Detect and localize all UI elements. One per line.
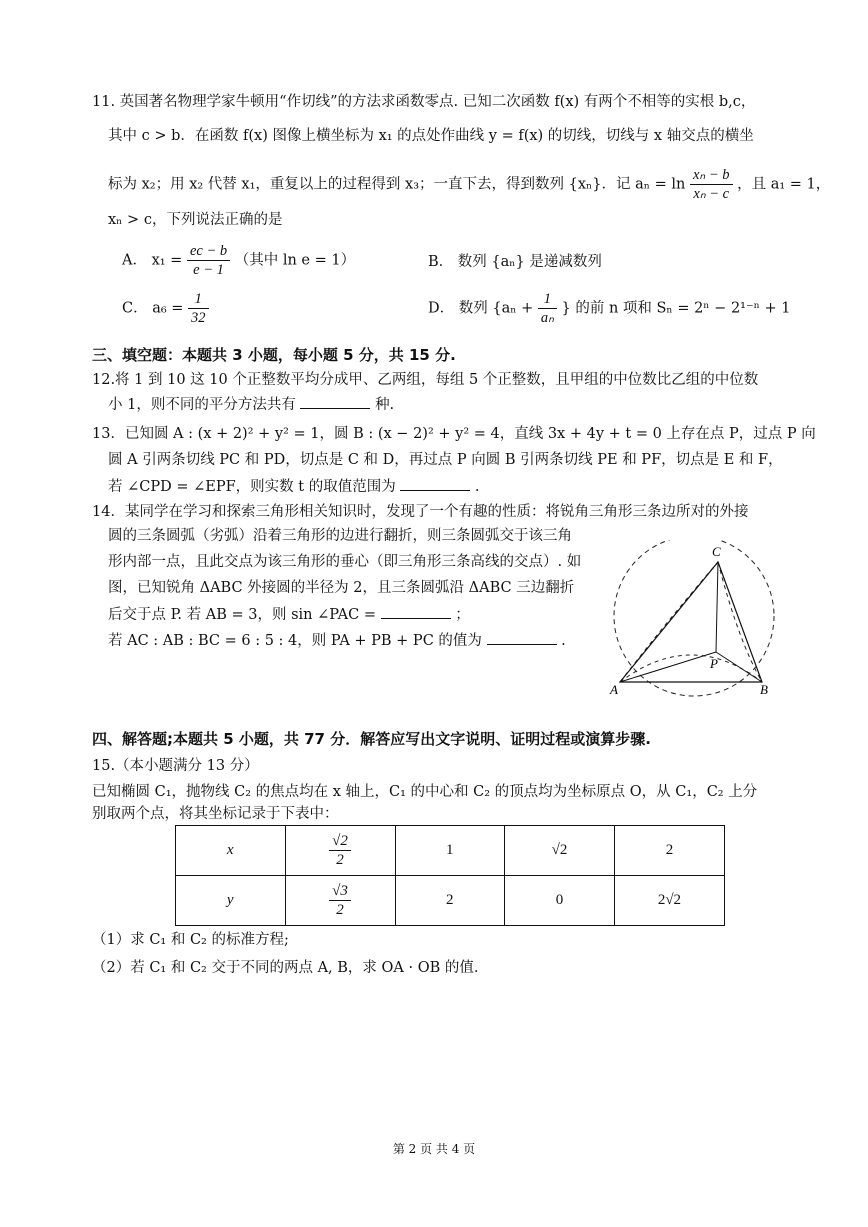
q11-option-a-note: （其中 ln e = 1） bbox=[234, 252, 356, 269]
q11-line4: xₙ > c，下列说法正确的是 bbox=[108, 212, 283, 228]
q14-answer-blank-2[interactable] bbox=[487, 630, 557, 645]
q14-line3: 形内部一点，且此交点为该三角形的垂心（即三角形三条高线的交点）. 如 bbox=[108, 554, 582, 570]
q12-line2-tail: 种. bbox=[375, 397, 395, 413]
q14-line2: 圆的三条圆弧（劣弧）沿着三角形的边进行翻折，则三条圆弧交于该三角 bbox=[108, 528, 572, 544]
q15-part1: （1）求 C₁ 和 C₂ 的标准方程; bbox=[92, 932, 289, 948]
segment-pc bbox=[716, 562, 718, 652]
table-cell: x bbox=[176, 826, 286, 876]
q14-line5 bbox=[108, 604, 470, 625]
q11-fraction bbox=[690, 166, 733, 203]
cell-frac-den: 2 bbox=[336, 902, 344, 918]
q12-line2-text: 小 1，则不同的平分方法共有 bbox=[108, 397, 296, 413]
triangle-abc bbox=[620, 562, 762, 682]
cell-fraction bbox=[329, 832, 351, 869]
q14-answer-blank-1[interactable] bbox=[381, 604, 451, 619]
q11-option-a-num: ec − b bbox=[187, 242, 230, 261]
q11-option-c-label: C． a₆ = bbox=[122, 300, 184, 317]
q11-option-c bbox=[122, 290, 209, 327]
q15-line2: 别取两个点，将其坐标记录于下表中： bbox=[92, 806, 339, 822]
q11-line3-text: 标为 x₂；用 x₂ 代替 x₁，重复以上的过程得到 x₃；一直下去，得到数列 {xₙ}．记 aₙ = ln bbox=[108, 176, 686, 193]
q14-line6 bbox=[108, 630, 566, 651]
q11-option-d-num: 1 bbox=[538, 290, 557, 309]
table-cell bbox=[285, 826, 395, 876]
q14-line5-text: 后交于点 P. 若 AB = 3，则 sin ∠PAC = bbox=[108, 607, 377, 623]
q12-line2 bbox=[108, 394, 394, 415]
q15-title: 15.（本小题满分 13 分） bbox=[92, 758, 259, 774]
q11-line1: 11. 英国著名物理学家牛顿用“作切线”的方法求函数零点. 已知二次函数 f(x) 有两个不相等的实根 b,c， bbox=[92, 94, 756, 110]
table-cell: y bbox=[176, 876, 286, 926]
q11-option-d-frac bbox=[538, 290, 557, 327]
label-p: P bbox=[710, 656, 718, 671]
cell-frac-num: √2 bbox=[329, 832, 351, 851]
table-cell: 1 bbox=[395, 826, 505, 876]
table-row-y bbox=[176, 876, 725, 926]
circumcircle bbox=[614, 540, 774, 696]
q11-option-d-tail: } 的前 n 项和 Sₙ = 2ⁿ − 2¹⁻ⁿ + 1 bbox=[561, 300, 791, 317]
table-cell: 0 bbox=[505, 876, 615, 926]
q14-line4: 图，已知锐角 ΔABC 外接圆的半径为 2，且三条圆弧沿 ΔABC 三边翻折 bbox=[108, 580, 575, 596]
q15-part2: （2）若 C₁ 和 C₂ 交于不同的两点 A, B，求 OA · OB 的值. bbox=[92, 960, 479, 976]
q14-line6-text: 若 AC : AB : BC = 6 : 5 : 4，则 PA + PB + PC 的值为 bbox=[108, 633, 482, 649]
table-cell: 2 bbox=[614, 826, 724, 876]
table-cell: √2 bbox=[505, 826, 615, 876]
q13-line2: 圆 A 引两条切线 PC 和 PD，切点是 C 和 D，再过点 P 向圆 B 引两条切线 PE 和 PF，切点是 E 和 F， bbox=[108, 452, 783, 468]
cell-frac-den: 2 bbox=[336, 852, 344, 868]
table-cell: 2 bbox=[395, 876, 505, 926]
q11-option-b: B． 数列 {aₙ} 是递减数列 bbox=[428, 254, 602, 270]
q11-line3-tail: ，且 a₁ = 1， bbox=[737, 176, 831, 193]
q13-answer-blank[interactable] bbox=[400, 476, 470, 491]
q14-line1: 14．某同学在学习和探索三角形相关知识时，发现了一个有趣的性质：将锐角三角形三条边所对的外接 bbox=[92, 504, 749, 520]
q11-option-d bbox=[428, 290, 791, 327]
cell-frac-num: √3 bbox=[329, 882, 351, 901]
q14-line5-tail: ； bbox=[455, 607, 470, 623]
q11-frac-den: xₙ − c bbox=[693, 186, 730, 202]
q12-answer-blank[interactable] bbox=[300, 394, 370, 409]
q11-line3 bbox=[108, 166, 830, 203]
section-answer-heading: 四、解答题;本题共 5 小题，共 77 分．解答应写出文字说明、证明过程或演算步骤. bbox=[92, 730, 651, 748]
section-fill-in-heading: 三、填空题：本题共 3 小题，每小题 5 分，共 15 分. bbox=[92, 346, 456, 364]
q14-line6-tail: . bbox=[561, 633, 566, 649]
label-b: B bbox=[760, 682, 768, 697]
q13-line3-text: 若 ∠CPD = ∠EPF，则实数 t 的取值范围为 bbox=[108, 479, 396, 495]
label-a: A bbox=[610, 682, 618, 697]
q11-option-a-frac bbox=[187, 242, 230, 279]
q11-option-a-den: e − 1 bbox=[193, 262, 224, 278]
q11-option-d-den: aₙ bbox=[540, 310, 554, 326]
q15-line1: 已知椭圆 C₁，抛物线 C₂ 的焦点均在 x 轴上，C₁ 的中心和 C₂ 的顶点均为坐标原点 O，从 C₁，C₂ 上分 bbox=[92, 784, 758, 800]
q13-line3 bbox=[108, 476, 480, 497]
label-c: C bbox=[712, 544, 721, 559]
q11-option-c-frac bbox=[188, 290, 209, 327]
table-cell: 2√2 bbox=[614, 876, 724, 926]
q11-line2: 其中 c > b．在函数 f(x) 图像上横坐标为 x₁ 的点处作曲线 y = f(x) 的切线，切线与 x 轴交点的横坐 bbox=[108, 128, 754, 144]
cell-fraction bbox=[329, 882, 351, 919]
triangle-circumcircle-figure bbox=[608, 540, 788, 700]
q11-option-a-label: A． x₁ = bbox=[122, 252, 183, 269]
q11-option-c-num: 1 bbox=[188, 290, 209, 309]
q12-line1: 12.将 1 到 10 这 10 个正整数平均分成甲、乙两组，每组 5 个正整数，且甲组的中位数比乙组的中位数 bbox=[92, 372, 759, 388]
q11-option-c-den: 32 bbox=[191, 310, 206, 326]
table-row-x bbox=[176, 826, 725, 876]
q11-frac-num: xₙ − b bbox=[690, 166, 733, 185]
coordinates-table bbox=[175, 825, 725, 926]
table-cell bbox=[285, 876, 395, 926]
q11-option-d-label: D． 数列 {aₙ + bbox=[428, 300, 534, 317]
q13-line1: 13．已知圆 A : (x + 2)² + y² = 1，圆 B : (x − 2)² + y² = 4，直线 3x + 4y + t = 0 上存在点 P，过点 P 向 bbox=[92, 426, 816, 442]
q13-line3-tail: . bbox=[474, 479, 480, 495]
q11-option-a bbox=[122, 242, 355, 279]
segment-pa bbox=[620, 652, 716, 682]
page-footer: 第 2 页 共 4 页 bbox=[392, 1142, 476, 1156]
